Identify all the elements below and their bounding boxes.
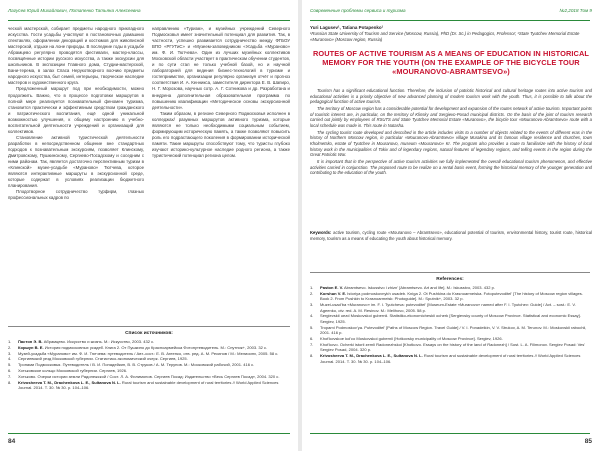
reference-item: 6. Хотьковское кольцо Московской губернии. Сергиев, 1926. bbox=[8, 367, 128, 373]
text-column-2 bbox=[152, 26, 290, 159]
right-page bbox=[302, 0, 600, 451]
abstract bbox=[310, 88, 592, 177]
author-names: Yuri Lagusev¹, Tatiana Potapenko¹ bbox=[310, 25, 384, 30]
abstract-paragraph: The territory of Moscow region has a considerable potential for development and expansion of the routes network of active tourism. Important points of touristic interest are, in particular, on the territory of Klinsky and Sergievo-Posad municipal districts. On the basis of the joint of tourism research carried out jointly by employees of RSUTS and State Tyutchev Memorial Estate «Muranovo», the bicycle tour «Mouranovo-Abramtsevo» route with a local schedule was made in. This route in Natasha. bbox=[310, 105, 592, 128]
footer-rule bbox=[8, 433, 290, 434]
reference-item: 7. Хотьково. Очерки истории земли Радонежской / Сост. Л. А. Филимонов. Сергиев Посад: Издательство «Весь Сергиев Посад», 2004. 320 с. bbox=[8, 373, 280, 379]
reference-item: 5. Tropami Podmoskov'ya. Putevoditel' [Paths of Moscow Region. Travel Guide] / V. I. Ponadeikin, V. V. Strukov, A. M. Terunov. M.: Moskovskii rabochii, 2001. 416 p. bbox=[310, 324, 587, 336]
reference-item: 8. Krivosheeva T. M., Drachenkova L. E., Sultanova N. L. Rural tourism and sustainable development of rural territories // World Applied Sciences Journal. 2014. T. 30. № 30. p. 104–106. bbox=[8, 379, 279, 391]
text-column-1 bbox=[8, 26, 144, 201]
reference-item: 1. Пастон Э. В. Абрамцево. Искусство и жизнь. М.: Искусство, 2003. 432 с. bbox=[8, 339, 155, 344]
running-head-journal: Современные проблемы сервиса и туризма bbox=[310, 8, 406, 13]
abstract-paragraph: The cycling tourist route developed and described in the article includes visits to a number of objects related to the events of different eras in the history of Northern Moscow region, in particular «Mouranovo-Abramtsevo» village Murakina and its famous village residence and churches, town Kholmetsko, estate of Tyutchev in Mouranovo, museum «Mouranovo» Kr. The program also provides a route to familiarize with the history of local history work in the municipalities of Tokiv and of legendary regions, natural features of legendary regions, and telling events in the region during the Great Patriotic War. bbox=[310, 129, 592, 158]
running-head: Лагусев Юрий Михайлович, Потапенко Татьяна Алексеевна bbox=[8, 8, 141, 13]
abstract-paragraph: It is important that in the perspective of active tourism activities we fully implemented the overall educational tourism phenomenon, and effective activities carried in conjunction. The proposed route to be realize on a rental basis event, forming the historical memory of the younger generation and contributing to the education of the youth. bbox=[310, 158, 592, 176]
header-rule bbox=[310, 20, 590, 21]
article-title: ROUTES OF ACTIVE TOURISM AS A MEANS OF EDUCATION IN HISTORICAL MEMORY FOR THE YOUTH (ON THE EXAMPLE OF THE BICYCLE TOUR «MOURANOVO-ABRAMTSEVO») bbox=[312, 49, 590, 77]
reference-item: 7. Khot'kovo. Ocherki istorii zemli Radonezhskoi [Khotkovo. Essays on the history of the land of Radonezh] / Sost. L. A. Filimonov. Sergiev Posad: Ves' Sergiev Posad, 2004. 320 p. bbox=[310, 341, 586, 353]
running-head-issue: №2,2018 Том 9 bbox=[559, 8, 592, 13]
paragraph: направлению «Туризм», и музейных учреждений Северного Подмосковья имеет значительный потенциал для развития. Так, в частности, успешно развивается сотрудничество между ФГБОУ ВПО «РГУТиС» и «Музеем-заповедником «Усадьба «Мураново» им. Ф. И. Тютчева». Один из лучших музейных коллективов Московской области участвует в практическом обучении студентов, и по сути стал не только учебной базой, но и научной лабораторией для ведения бизнес-технологий в туризме и гостеприимстве, организации регулярно организуя отчёт и прогноз соответствия И. А. Кенникса, заместителя директора Е. В. Шапиро, Н. Г. Морозова, научных сотр. А. Г. Сотникова и др. Разработана и внедрена дополнительная образовательная программа по повышению квалификации «Методическое основы экскурсионной деятельности». bbox=[152, 26, 290, 110]
keywords-label: Keywords: bbox=[310, 230, 332, 235]
reference-item: 2. Korshun V. E. Istoriya podmoskovnykh usadeb. Kniga 2. Ot Pushkina do Krasnoarmeiska. Fotoputevoditel' [The history of Moscow region villages. Book 2. From Pushkin to Krasnoarmeisk: Photoguide]. M.: Sputnik+, 2003. 32 p. bbox=[310, 290, 583, 302]
paragraph: ческой мастерской, собирает предметы народного прикладного искусства. Гости усадьбы участвуют в постановочных домашних спектаклях, оформлении декораций и костюмов для живописной мастерской, отдыхе на лоне природы. В последние годы в усадьбе Абрамцево регулярно проводятся фестивали, мастер-классы, посвящённые истории русского искусства, а также экскурсии для школьников. В экспозиции Главного дома, Студии-мастерской, Бани-терема, в залах Спаса Нерукотворного воочию предметы народного искусства, быт семей, интерьеры, творческое наследие мастеров и художественного круга. bbox=[8, 26, 144, 86]
reference-item: 3. Muzei-usad'ba «Muranovo» im. F. I. Tyutcheva: putevoditel' [Museum-Estate «Muranovo» named after F. I. Tyutchev: Guide] / Avt. – sost.: E. V. Ageenko, otv. red. A. M. Resinov. M.: Melihovo, 2005. 58 p. bbox=[310, 302, 576, 313]
reference-item: 1. Paston E. V. Abramtsevo. Iskusstvo i zhizn' [Abramtsevo. Art and life]. M.: Iskusstvo, 2003. 432 p. bbox=[310, 285, 495, 290]
footer-rule bbox=[310, 433, 590, 434]
reference-item: 6. Khot'kovskoe kol'co Moskovskoi gubernii [Hotkovsky municipality of Moscow Province]. Sergiev, 1926. bbox=[310, 335, 503, 341]
abstract-paragraph: Tourism has a significant educational function. Therefore, the inclusion of patriotic historical and cultural heritage routes into active tourism and educational activities is a priority objective of new advanced planning of modern tourism work with the youth. Thus, it is possible to talk about the pedagogical function of active tourism. bbox=[310, 88, 592, 105]
references-title: Список источников: bbox=[125, 331, 173, 336]
reference-item: 8. Krivosheeva T. M., Drachenkova L. E., Sultanova N. L. Rural tourism and sustainable development of rural territories // World Applied Sciences Journal. 2014. T. 30. № 30. p. 104–106. bbox=[310, 353, 581, 364]
page-number: 85 bbox=[584, 438, 592, 445]
reference-item: 4. Сергиевский уезд Московской губернии. Статистико-экономический очерк. Сергиев, 1925. bbox=[8, 356, 188, 362]
reference-item: 3. Музей-усадьба «Мураново» им. Ф. И. Тютчева: путеводитель / Авт.-сост.: Е. В. Агеенко, отв. ред. А. М. Ресинов / М.: Мелиоинх, 2005. 58 с. bbox=[8, 350, 279, 356]
reference-list bbox=[8, 339, 290, 391]
page-number: 84 bbox=[8, 438, 16, 445]
author-affiliation: ¹Russian State University of Tourism and Service (Moscow, Russia), PhD (Dr. Sc.) in Pedagogics, Professor; ¹State Tyutchev Memorial Estate «Muranovo» (Moscow region, Russia) bbox=[310, 31, 580, 42]
paragraph: Таким образом, в регионе Северного Подмосковья исполнен в колледжах/ разумных маршрутов активного туризма, которые являются не только необходимыми социальным событием, формирующим историческую память, а также позволяют повысить роль его подрастающего поколения в формировании исторической памяти. Такие маршруты способствуют тому, что туристы глубоко изучают историко-культурное наследие родного региона, а также туристический потенциал региона целом. bbox=[152, 110, 290, 158]
left-page bbox=[0, 0, 298, 451]
paragraph: Предложенный маршрут под при необходимости, можно продолжить. Важно, что в процессе подготовки маршрутов в полной мере реализуется познавательный феномен туризма, становится практически и эффективным средством гражданского и патриотического воспитания, ещё одной уникальной возможностью улучшения, к общему настроению в учебно-воспитательной деятельности учреждений и организаций для коллективов. bbox=[8, 86, 144, 134]
author-block bbox=[310, 25, 592, 43]
reference-item: 5. Тропами Подмосковья. Путеводитель / В. И. Понадейкин, В. В. Струков / А. М. Терунов. М.: Московский рабочий, 2001. 416 с. bbox=[8, 362, 255, 368]
references-section bbox=[310, 272, 590, 427]
reference-item: 4. Sergievskii uezd Moskovskoi gubernii. Statistiko-ekonomicheskii ocherk [Sergievsky county of Moscow Province. Statistical and economic Essay]. Sergiev, 1925. bbox=[310, 313, 581, 324]
keywords bbox=[310, 230, 592, 241]
reference-item: 2. Коршун В. Е. История подмосковных усадеб. Книга 2. От Пушкино до Красноармейска Фотопутеводитель. М.: Спутник+, 2003. 32 с. bbox=[8, 344, 268, 350]
header-rule bbox=[8, 20, 290, 21]
paragraph: Становление активной туристической деятельности разработки в непосредственном общение вне стандартных подходов к познавательным экскурсиям, позволяет Клинскому, Дмитровскому, Пушкинскому, Сергиево-Посадскому и соседним с ними районам. Так, является достаточно перспективным туризм в «Клинской» музее-усадьбе «Мураново» Тютчева, которое являются интерактивные маршруты в экскурсионной среде, которые содержат в условиях реализации бюджетного планирования. bbox=[8, 134, 144, 189]
references-title: References: bbox=[436, 277, 464, 282]
reference-list bbox=[310, 285, 590, 364]
references-section bbox=[8, 326, 290, 429]
keywords-text: active tourism, cycling route «Mouranovo – Abramtsevo», educational potential of tourism, environmental history, tourist route, historical memory, tourism as a means of educating the youth about historical memory. bbox=[310, 230, 592, 241]
paragraph: Плодотворное сотрудничество турфирм, глазных профессиональных кадров по bbox=[8, 189, 144, 201]
